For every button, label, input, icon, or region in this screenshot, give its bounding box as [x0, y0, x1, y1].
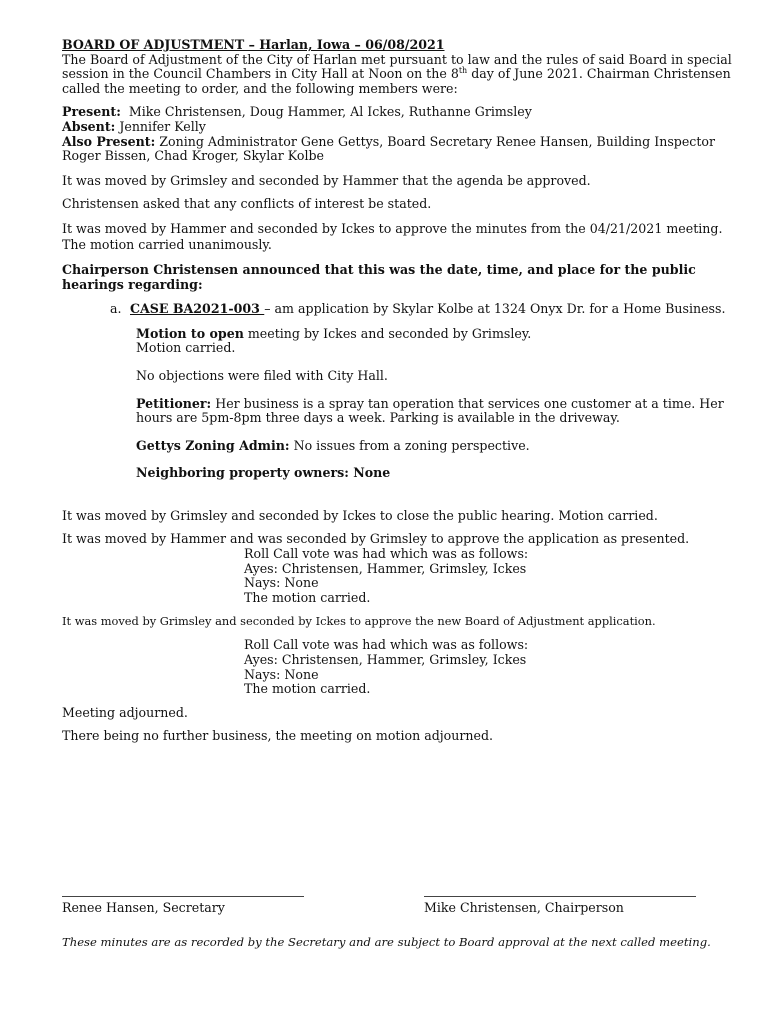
- secretary-signature: [62, 896, 304, 916]
- zoning-admin-text: No issues from a zoning perspective.: [289, 437, 530, 453]
- intro-text-end: day of June 2021. Chairman Christensen called the meeting to order, and the following members were:: [62, 66, 731, 96]
- roll-call-2-nays: Nays: None: [244, 666, 319, 682]
- roll-call-1-result: The motion carried.: [244, 589, 371, 605]
- approve-application-motion: It was moved by Hammer and was seconded by Grimsley to approve the application as presented.: [62, 531, 690, 547]
- footnote: These minutes are as recorded by the Secretary and are subject to Board approval at the next called meeting.: [62, 935, 711, 949]
- case-id: CASE BA2021-003: [130, 301, 265, 317]
- motion-open: [136, 327, 738, 356]
- chairperson-name: Mike Christensen, Chairperson: [424, 900, 624, 915]
- present-value: Mike Christensen, Doug Hammer, Al Ickes, Ruthanne Grimsley: [120, 104, 532, 120]
- also-present-value: Zoning Administrator Gene Gettys, Board Secretary Renee Hansen, Building Inspector Roger Bissen, Chad Kroger, Skylar Kolbe: [62, 133, 716, 164]
- petitioner: [136, 397, 738, 426]
- zoning-admin-label: Gettys Zoning Admin:: [136, 437, 290, 453]
- close-hearing-motion: It was moved by Grimsley and seconded by Ickes to close the public hearing. Motion carried.: [62, 507, 658, 523]
- minutes-document: [62, 38, 738, 744]
- chairperson-signature: [424, 896, 696, 916]
- roll-call-1-ayes: Ayes: Christensen, Hammer, Grimsley, Ickes: [244, 560, 527, 576]
- motion-open-text: meeting by Ickes and seconded by Grimsley.: [243, 325, 532, 341]
- minutes-motion: It was moved by Hammer and seconded by Ickes to approve the minutes from the 04/21/2021 meeting. The motion carried unanimously.: [62, 220, 723, 252]
- objections: No objections were filed with City Hall.: [136, 367, 388, 383]
- intro-superscript: th: [458, 66, 468, 75]
- intro-text-start: The Board of Adjustment of the City of Harlan met pursuant to law and the rules of said Board in special session in the Council Chambers in City Hall at Noon on the 8: [62, 51, 732, 82]
- roll-call-2-intro: Roll Call vote was had which was as follows:: [244, 637, 529, 653]
- case-description: – am application by Skylar Kolbe at 1324 Onyx Dr. for a Home Business.: [264, 301, 726, 317]
- secretary-signature-line: [62, 896, 304, 897]
- roll-call-1-intro: Roll Call vote was had which was as follows:: [244, 546, 529, 562]
- roll-call-2-ayes: Ayes: Christensen, Hammer, Grimsley, Ickes: [244, 652, 527, 668]
- roll-call-2: [244, 638, 738, 696]
- agenda-motion: It was moved by Grimsley and seconded by Hammer that the agenda be approved.: [62, 172, 591, 188]
- absent-line: [62, 120, 738, 135]
- absent-value: Jennifer Kelly: [115, 118, 206, 134]
- petitioner-text: Her business is a spray tan operation that services one customer at a time. Her hours are 5pm-8pm three days a week. Parking is available in the driveway.: [136, 395, 724, 426]
- motion-open-label: Motion to open: [136, 325, 244, 341]
- secretary-name: Renee Hansen, Secretary: [62, 900, 225, 915]
- hearing-details: [136, 327, 738, 481]
- chairperson-signature-line: [424, 896, 696, 897]
- announcement-text: Chairperson Christensen announced that this was the date, time, and place for the public hearings regarding:: [62, 261, 696, 292]
- petitioner-label: Petitioner:: [136, 395, 212, 411]
- roll-call-1: [244, 547, 738, 605]
- signature-block: [62, 896, 738, 920]
- announcement: [62, 263, 738, 292]
- present-line: [62, 105, 738, 120]
- roll-call-2-result: The motion carried.: [244, 681, 371, 697]
- hearing-item: [110, 302, 738, 317]
- neighbors-text: Neighboring property owners: None: [136, 465, 391, 481]
- neighbors: [136, 466, 738, 481]
- zoning-admin: [136, 439, 738, 454]
- also-present-label: Also Present:: [62, 133, 156, 149]
- new-application-motion: It was moved by Grimsley and seconded by Ickes to approve the new Board of Adjustment application.: [62, 614, 656, 629]
- intro-paragraph: [62, 53, 738, 97]
- no-further-business: There being no further business, the meeting on motion adjourned.: [62, 728, 494, 744]
- hearing-letter: a.: [110, 301, 122, 317]
- also-present-line: [62, 135, 738, 164]
- roll-call-1-nays: Nays: None: [244, 575, 319, 591]
- meeting-adjourned: Meeting adjourned.: [62, 704, 188, 720]
- present-label: Present:: [62, 104, 121, 120]
- motion-carried-text: Motion carried.: [136, 340, 236, 356]
- conflicts-statement: Christensen asked that any conflicts of interest be stated.: [62, 196, 432, 212]
- document-title: BOARD OF ADJUSTMENT – Harlan, Iowa – 06/08/2021: [62, 37, 445, 52]
- hearing-case-line: [110, 302, 738, 317]
- absent-label: Absent:: [62, 118, 116, 134]
